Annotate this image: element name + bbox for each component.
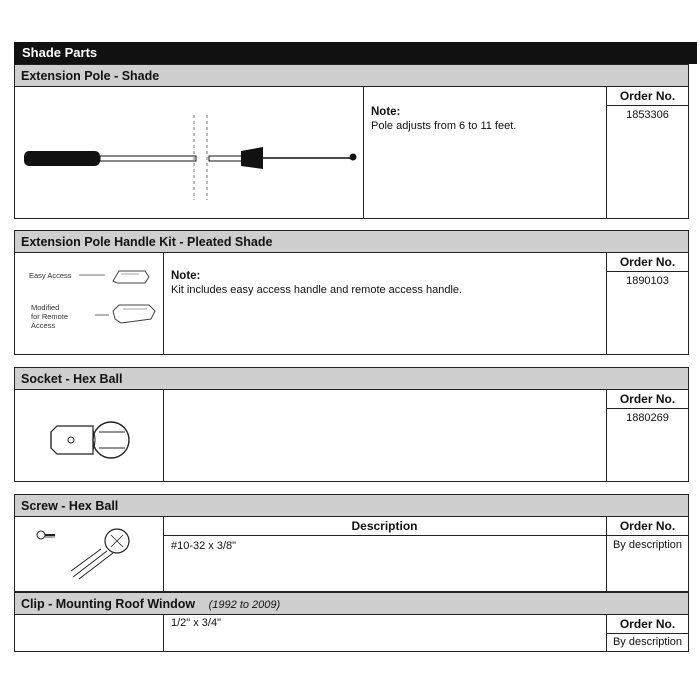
hex-ball-socket-illustration (43, 412, 143, 472)
section-title: Screw - Hex Ball (15, 495, 688, 517)
divider (606, 408, 689, 409)
hex-ball-screw-illustration (35, 523, 155, 583)
order-no-value: 1890103 (626, 275, 669, 287)
section-clip (14, 592, 689, 652)
callout-remote-access (31, 303, 68, 330)
order-no-header: Order No. (619, 392, 676, 406)
section-extension-pole (14, 64, 689, 219)
description-header: Description (351, 519, 418, 533)
handle-kit-illustration (75, 265, 161, 335)
divider (606, 105, 689, 106)
section-title: Extension Pole - Shade (15, 65, 688, 87)
order-no-value: By description (612, 539, 683, 551)
note-label: Note: (171, 270, 201, 282)
page-header (14, 42, 697, 64)
clip-date-range: (1992 to 2009) (208, 599, 281, 611)
extension-pole-illustration (21, 105, 361, 205)
section-screw (14, 494, 689, 592)
divider (363, 87, 364, 219)
divider (163, 253, 164, 355)
section-title: Extension Pole Handle Kit - Pleated Shade (15, 231, 688, 253)
divider (163, 390, 164, 482)
order-no-header: Order No. (619, 89, 676, 103)
divider (606, 271, 689, 272)
description-value: #10-32 x 3/8" (171, 540, 237, 552)
divider (163, 615, 164, 652)
section-handle-kit (14, 230, 689, 355)
note (171, 269, 462, 297)
divider (606, 87, 607, 219)
order-no-value: 1880269 (626, 412, 669, 424)
order-no-header: Order No. (619, 255, 676, 269)
order-no-header: Order No. (619, 519, 676, 533)
section-title (15, 593, 688, 615)
callout-line: Access (31, 321, 56, 330)
description-value: 1/2" x 3/4" (171, 617, 222, 629)
section-title: Socket - Hex Ball (15, 368, 688, 390)
order-no-value: By description (612, 636, 683, 648)
divider (163, 535, 689, 536)
note-text: Pole adjusts from 6 to 11 feet. (371, 120, 517, 132)
note-label: Note: (371, 106, 401, 118)
page-title: Shade Parts (22, 45, 98, 60)
section-socket (14, 367, 689, 482)
order-no-header: Order No. (619, 617, 676, 631)
clip-title: Clip - Mounting Roof Window (21, 597, 196, 611)
order-no-value: 1853306 (626, 109, 669, 121)
divider (606, 633, 689, 634)
note-text: Kit includes easy access handle and remote access handle. (171, 284, 463, 296)
callout-line: for Remote (31, 312, 69, 321)
callout-easy-access: Easy Access (29, 271, 72, 280)
note (371, 105, 516, 133)
callout-line: Modified (31, 303, 60, 312)
